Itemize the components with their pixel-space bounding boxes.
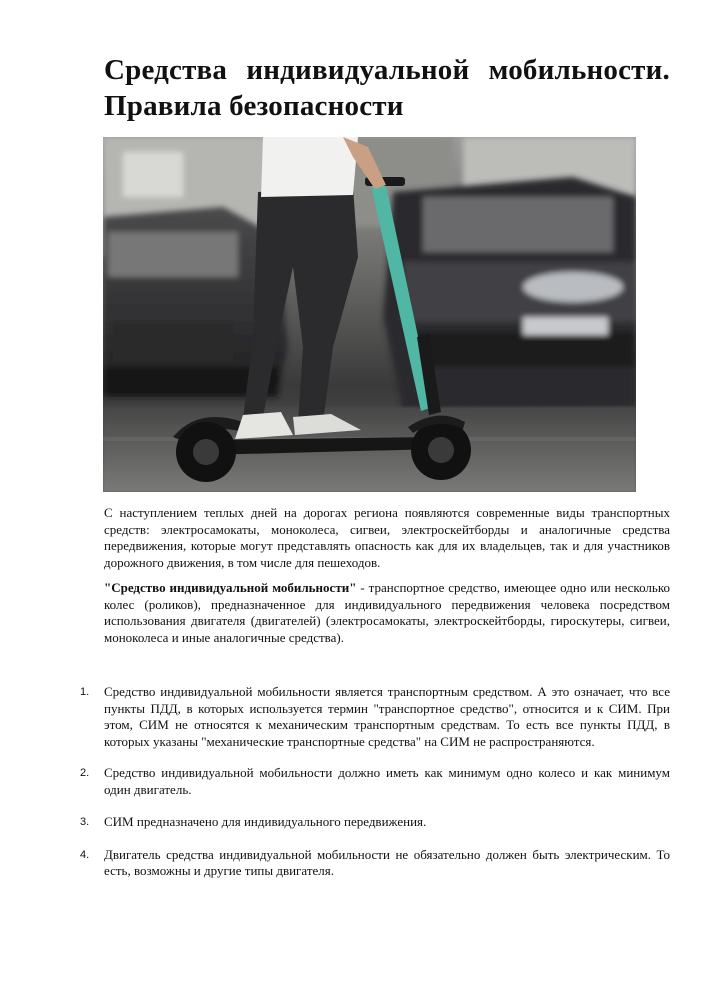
list-item	[80, 847, 670, 880]
list-item-number: 4.	[80, 848, 90, 861]
list-item-number: 3.	[80, 816, 90, 828]
list-item	[80, 814, 670, 831]
title-line-1: Средства индивидуальной мобильности.	[104, 54, 670, 86]
list-item	[80, 684, 670, 750]
list-item	[80, 765, 670, 798]
list-item-text: Средство индивидуальной мобильности должно иметь как минимум одно колесо и как минимум один двигатель.	[104, 765, 670, 797]
list-item-number: 2.	[80, 767, 90, 779]
rules-list	[80, 684, 670, 880]
definition-paragraph	[104, 580, 670, 646]
intro-paragraph: С наступлением теплых дней на дорогах региона появляются современные виды транспортных средств: электросамокаты, моноколеса, сигвеи, электроскейтборды и аналогичные средства передвижения, которые могут представлять опасность как для их владельцев, так и для участников дорожного движения, в том числе для пешеходов.	[104, 505, 670, 570]
list-item-text: Средство индивидуальной мобильности является транспортным средством. А это означает, что все пункты ПДД, в которых используется термин "транспортное средство", относится и к СИМ. При этом, СИМ не относятся к механическим транспортным средствам. То есть все пункты ПДД, в которых указаны "механические транспортные средства" на СИМ не распространяются.	[104, 684, 670, 749]
scooter-photo	[103, 137, 636, 492]
page-title	[104, 52, 670, 124]
list-item-text: Двигатель средства индивидуальной мобильности не обязательно должен быть электрическим. То есть, возможны и другие типы двигателя.	[104, 846, 670, 878]
title-line-2: Правила безопасности	[104, 90, 404, 122]
list-item-text: СИМ предназначено для индивидуального передвижения.	[104, 814, 427, 829]
list-item-number: 1.	[80, 686, 90, 698]
definition-term: "Средство индивидуальной мобильности"	[104, 580, 357, 595]
definition-text: - транспортное средство, имеющее одно или несколько колес (роликов), предназначенное для индивидуального передвижения человека посредством использования двигателя (двигателей) (электросамокаты, электроскейтборды, гироскутеры, сигвеи, моноколеса и иные аналогичные средства).	[104, 580, 670, 645]
